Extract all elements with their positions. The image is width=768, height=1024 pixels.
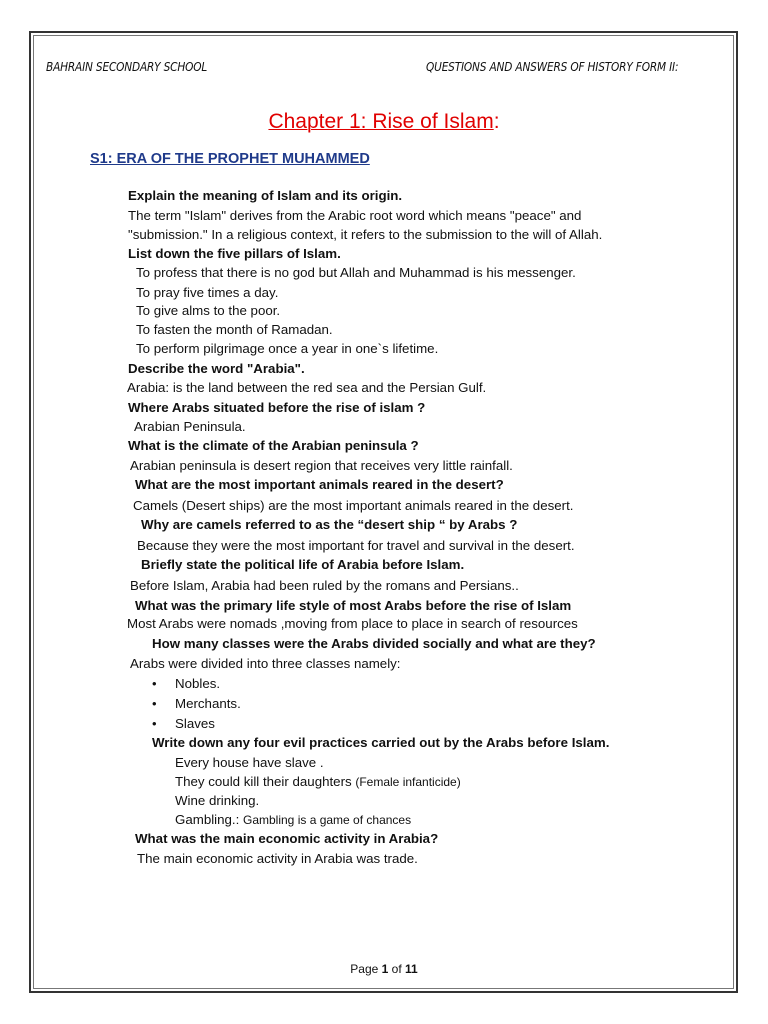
- answer-line: Most Arabs were nomads ,moving from place to place in search of resources: [127, 616, 578, 631]
- footer-of-word: of: [388, 962, 406, 976]
- answer-line: To profess that there is no god but Allah and Muhammad is his messenger.: [136, 265, 576, 280]
- answer-line: [175, 813, 411, 826]
- question-line: What was the main economic activity in Arabia?: [135, 831, 439, 846]
- answer-line: Arabian peninsula is desert region that receives very little rainfall.: [130, 458, 513, 473]
- answer-line: To pray five times a day.: [136, 285, 279, 300]
- footer-total-pages: 11: [405, 962, 418, 976]
- bullet-icon: •: [152, 716, 157, 731]
- answer-line: Every house have slave .: [175, 755, 324, 770]
- question-line: List down the five pillars of Islam.: [128, 246, 341, 261]
- answer-line: Arabs were divided into three classes namely:: [130, 656, 401, 671]
- answer-line: The main economic activity in Arabia was trade.: [137, 851, 418, 866]
- question-line: Why are camels referred to as the “desert ship “ by Arabs ?: [141, 517, 518, 532]
- answer-line: Because they were the most important for travel and survival in the desert.: [137, 538, 575, 553]
- answer-line: Wine drinking.: [175, 793, 260, 808]
- footer-page-word: Page: [350, 962, 382, 976]
- question-line: What are the most important animals reared in the desert?: [135, 477, 504, 492]
- question-line: What was the primary life style of most Arabs before the rise of Islam: [135, 598, 572, 613]
- question-line: Write down any four evil practices carried out by the Arabs before Islam.: [152, 735, 610, 750]
- answer-line: [175, 775, 461, 788]
- answer-line: The term "Islam" derives from the Arabic root word which means "peace" and: [128, 208, 582, 223]
- answer-line: Before Islam, Arabia had been ruled by the romans and Persians..: [130, 578, 519, 593]
- answer-line: To give alms to the poor.: [136, 303, 281, 318]
- question-line: Explain the meaning of Islam and its origin.: [128, 188, 403, 203]
- list-item: Merchants.: [175, 696, 241, 711]
- answer-line: To fasten the month of Ramadan.: [136, 322, 333, 337]
- answer-note: (Female infanticide): [355, 775, 461, 789]
- chapter-title: [0, 110, 768, 134]
- answer-text: Gambling.:: [175, 812, 243, 827]
- question-line: Where Arabs situated before the rise of islam ?: [128, 400, 426, 415]
- bullet-icon: •: [152, 696, 157, 711]
- question-line: Describe the word "Arabia".: [128, 361, 305, 376]
- answer-line: Camels (Desert ships) are the most important animals reared in the desert.: [133, 498, 574, 513]
- answer-line: "submission." In a religious context, it refers to the submission to the will of Allah.: [128, 227, 603, 242]
- answer-line: Arabian Peninsula.: [134, 419, 246, 434]
- answer-note: Gambling is a game of chances: [243, 813, 412, 827]
- answer-line: Arabia: is the land between the red sea and the Persian Gulf.: [127, 380, 487, 395]
- list-item: Nobles.: [175, 676, 221, 691]
- list-item: Slaves: [175, 716, 215, 731]
- answer-line: To perform pilgrimage once a year in one`s lifetime.: [136, 341, 439, 356]
- answer-text: They could kill their daughters: [175, 774, 356, 789]
- footer-page-number: 1: [381, 962, 389, 976]
- header-school: BAHRAIN SECONDARY SCHOOL: [46, 60, 208, 74]
- chapter-title-text: Chapter 1: Rise of Islam: [268, 110, 494, 133]
- chapter-title-colon: :: [493, 110, 500, 133]
- page-footer: [0, 962, 768, 976]
- header-subject: QUESTIONS AND ANSWERS OF HISTORY FORM II:: [426, 60, 679, 74]
- bullet-icon: •: [152, 676, 157, 691]
- section-title: S1: ERA OF THE PROPHET MUHAMMED: [90, 151, 370, 167]
- question-line: Briefly state the political life of Arabia before Islam.: [141, 557, 465, 572]
- question-line: What is the climate of the Arabian peninsula ?: [128, 438, 419, 453]
- question-line: How many classes were the Arabs divided socially and what are they?: [152, 636, 596, 651]
